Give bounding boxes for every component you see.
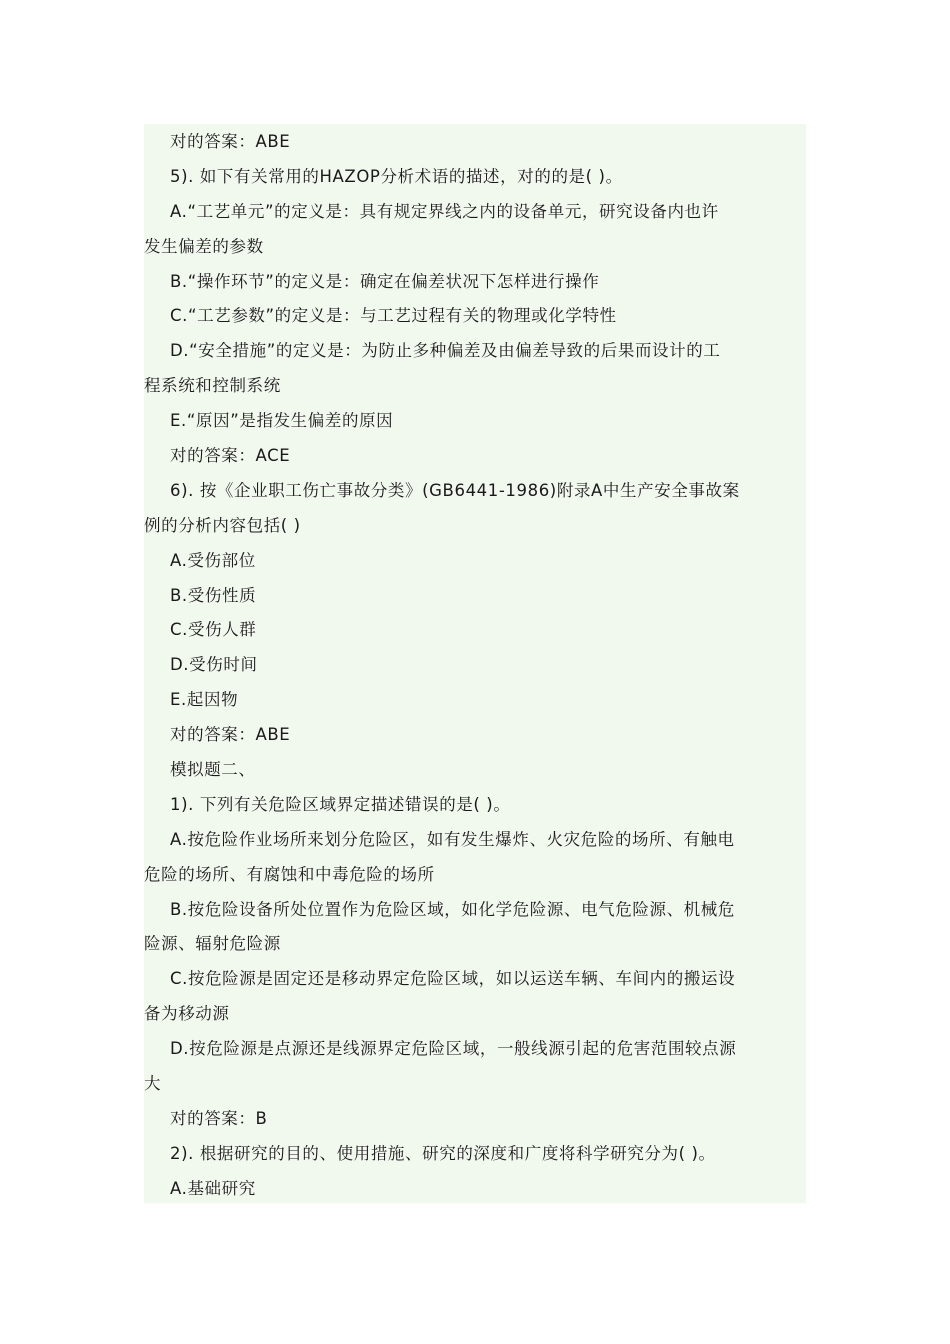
text-line: 发生偏差的参数 [144, 236, 264, 256]
text-line: 对的答案：ABE [170, 725, 291, 745]
text-line: D.按危险源是点源还是线源界定危险区域，一般线源引起的危害范围较点源 [170, 1039, 737, 1059]
text-line: 1). 下列有关危险区域界定描述错误的是( )。 [170, 794, 511, 814]
text-line: 险源、辐射危险源 [144, 934, 281, 954]
text-line: 2). 根据研究的目的、使用措施、研究的深度和广度将科学研究分为( )。 [170, 1143, 716, 1163]
text-line: 6). 按《企业职工伤亡事故分类》(GB6441-1986)附录A中生产安全事故案 [170, 480, 740, 500]
text-line: 大 [144, 1074, 162, 1094]
text-line: D.受伤时间 [170, 655, 258, 675]
text-line: 模拟题二、 [170, 760, 256, 780]
text-line: B.按危险设备所处位置作为危险区域，如化学危险源、电气危险源、机械危 [170, 899, 735, 919]
text-line: A.“工艺单元”的定义是：具有规定界线之内的设备单元，研究设备内也许 [170, 201, 719, 221]
text-line: 危险的场所、有腐蚀和中毒危险的场所 [144, 864, 435, 884]
text-line: 程系统和控制系统 [144, 376, 281, 396]
text-line: E.“原因”是指发生偏差的原因 [170, 411, 394, 431]
text-line: A.受伤部位 [170, 550, 256, 570]
text-line: C.受伤人群 [170, 620, 257, 640]
text-line: B.“操作环节”的定义是：确定在偏差状况下怎样进行操作 [170, 271, 600, 291]
text-line: B.受伤性质 [170, 585, 257, 605]
document-text-block [144, 124, 806, 1203]
text-line: C.按危险源是固定还是移动界定危险区域，如以运送车辆、车间内的搬运设 [170, 969, 736, 989]
text-line: 5). 如下有关常用的HAZOP分析术语的描述，对的的是( )。 [170, 166, 623, 186]
text-line: 对的答案：ABE [170, 132, 291, 151]
text-line: 例的分析内容包括( ) [144, 515, 301, 535]
text-line: A.按危险作业场所来划分危险区，如有发生爆炸、火灾危险的场所、有触电 [170, 829, 735, 849]
text-line: C.“工艺参数”的定义是：与工艺过程有关的物理或化学特性 [170, 306, 617, 326]
text-line: 对的答案：B [170, 1108, 268, 1128]
text-line: 备为移动源 [144, 1004, 230, 1024]
text-line: 对的答案：ACE [170, 446, 291, 466]
text-line: D.“安全措施”的定义是：为防止多种偏差及由偏差导致的后果而设计的工 [170, 341, 721, 361]
text-line: E.起因物 [170, 690, 239, 710]
text-line: A.基础研究 [170, 1178, 256, 1198]
